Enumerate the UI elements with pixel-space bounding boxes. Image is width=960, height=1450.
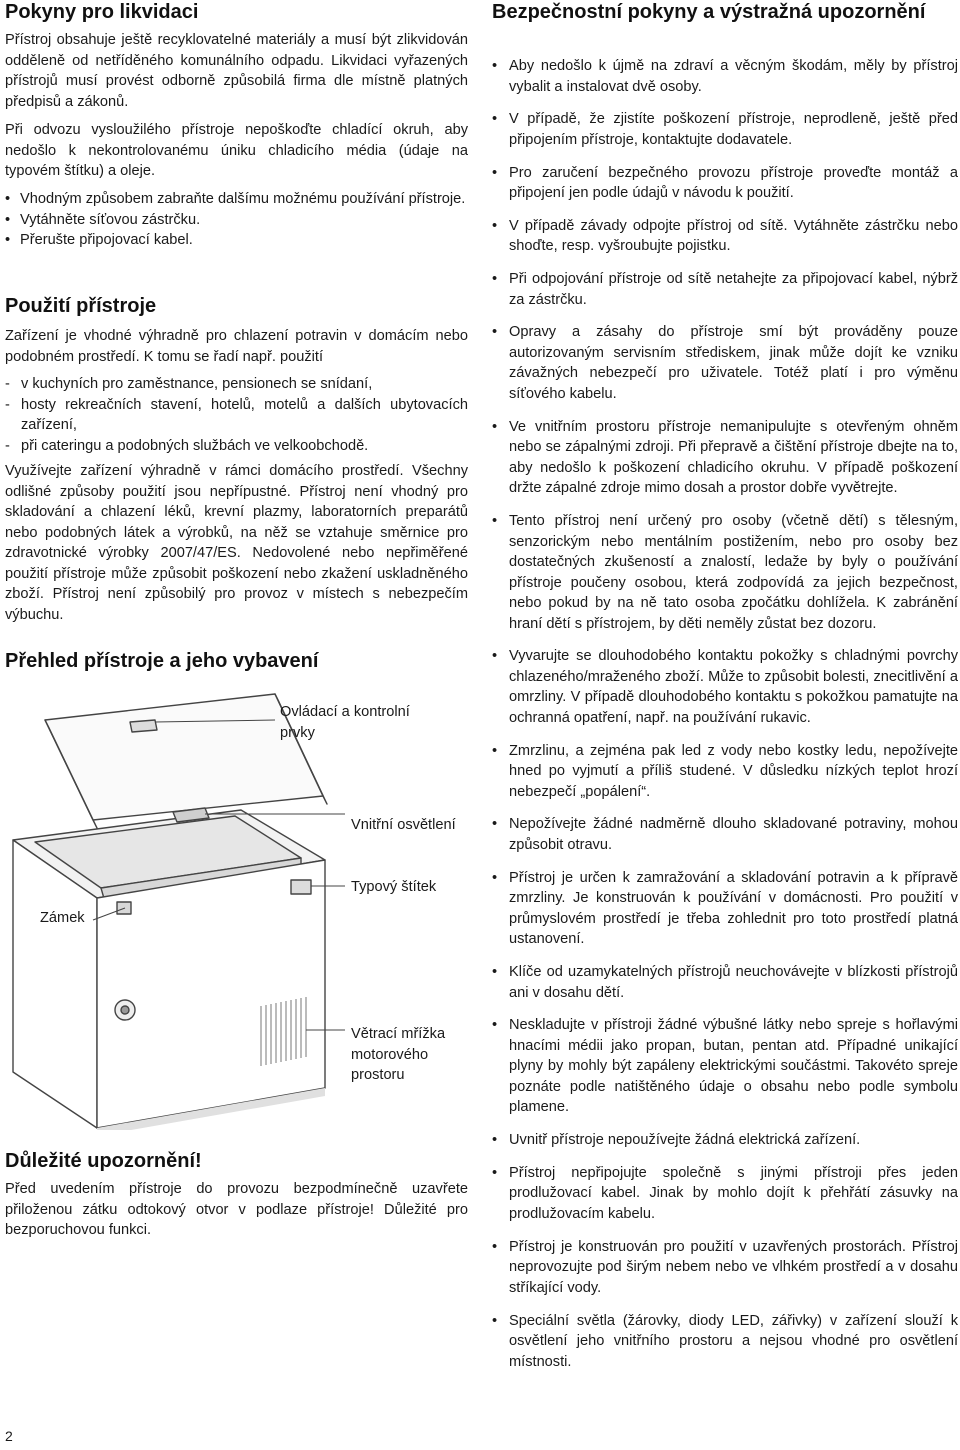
safety-item: • Přístroj je konstruován pro použití v uzavřených prostorách. Přístroj neprovozujte pod širým nebem nebo ve vlhkém prostředí a v dosahu stříkající vody. (492, 1237, 958, 1299)
disposal-title: Pokyny pro likvidaci (5, 1, 199, 23)
safety-item: • Přístroj je určen k zamražování a skladování potravin a k přípravě zmrzliny. Je konstruován k používání v domácnosti. Pro použití v průmyslovém prostředí je třeba zohlednit pro toto prostředí platná ustanovení. (492, 868, 958, 950)
safety-item: • Pro zaručení bezpečného provozu přístroje proveďte montáž a připojení jen podle údajů v návodu k použití. (492, 163, 958, 204)
disposal-paragraph-1: Přístroj obsahuje ještě recyklovatelné materiály a musí být zlikvidován odděleně od netříděného komunálního odpadu. Likvidaci vyřazených přístrojů musí provést odborně způsobilá firma dle místně platných předpisů a zákonů. (5, 32, 468, 110)
safety-item: • V případě, že zjistíte poškození přístroje, neprodleně, ještě před připojením přístroje, kontaktujte dodavatele. (492, 109, 958, 150)
controls-label: Ovládací a kontrolní prvky (280, 704, 410, 741)
lock-label: Zámek (40, 910, 85, 926)
important-title: Důležité upozornění! (5, 1150, 202, 1172)
usage-paragraph-1: Zařízení je vhodné výhradně pro chlazení potravin v domácím nebo podobném prostředí. K tomu se řadí např. použití (5, 328, 468, 365)
safety-item: • Aby nedošlo k újmě na zdraví a věcným škodám, měly by přístroj vybalit a instalovat dvě osoby. (492, 56, 958, 97)
safety-item: • Uvnitř přístroje nepoužívejte žádná elektrická zařízení. (492, 1130, 958, 1151)
safety-item: • Nepožívejte žádné nadměrně dlouho skladované potraviny, mohou způsobit otravu. (492, 814, 958, 855)
usage-place: - při cateringu a podobných službách ve velkoobchodě. (5, 436, 468, 457)
disposal-step: • Přerušte připojovací kabel. (5, 230, 468, 251)
disposal-paragraph-2: Při odvozu vysloužilého přístroje nepoškoďte chladící okruh, aby nedošlo k nekontrolovanému úniku chladicího média (údaje na typovém štítku) a oleje. (5, 122, 468, 179)
vent-grille-label: Větrací mřížka motorového prostoru (351, 1026, 446, 1083)
safety-item: • Zmrzlinu, a zejména pak led z vody nebo kostky ledu, nepožívejte hned po vyjmutí a příliš studené. V důsledku nízkých teplot hrozí nebezpečí „popálení“. (492, 741, 958, 803)
safety-item: • V případě závady odpojte přístroj od sítě. Vytáhněte zástrčku nebo shoďte, resp. vyšroubujte pojistku. (492, 216, 958, 257)
usage-paragraph-2: Využívejte zařízení výhradně v rámci domácího prostředí. Všechny odlišné způsoby použití jsou nepřípustné. Přístroj není vhodný pro skladování a chlazení léků, krevní plazmy, laboratorních preparátů nebo podobných látek a výrobků, na něž se vztahuje směrnice pro zdravotnické výrobky 2007/47/ES. Nedovolené nebo nepřiměřené použití přístroje může způsobit poškození nebo zkažení uskladněného zboží. Přístroj není způsobilý pro provoz v místech s nebezpečím výbuchu. (5, 463, 468, 623)
safety-title: Bezpečnostní pokyny a výstražná upozornění (492, 1, 926, 23)
safety-item: • Přístroj nepřipojujte společně s jinými přístroji přes jeden prodlužovací kabel. Jinak by mohlo dojít k přehřátí zásuvky na prodlužovacím kabelu. (492, 1163, 958, 1225)
safety-item: • Speciální světla (žárovky, diody LED, zářivky) v zařízení slouží k osvětlení jeho vnitřního prostoru a nejsou vhodné pro osvětlení místnosti. (492, 1311, 958, 1373)
safety-item: • Opravy a zásahy do přístroje smí být prováděny pouze autorizovaným servisním střediskem, jinak může dojít ke vzniku závažných nebezpečí pro uživatele. Totéž platí i pro výměnu síťového kabelu. (492, 322, 958, 404)
safety-item: • Klíče od uzamykatelných přístrojů neuchovávejte v blízkosti přístrojů ani v dosahu dětí. (492, 962, 958, 1003)
overview-title: Přehled přístroje a jeho vybavení (5, 650, 319, 672)
important-text: Před uvedením přístroje do provozu bezpodmínečně uzavřete přiloženou zátku odtokový otvor v podlaze přístroje! Důležité pro bezporuchovou funkci. (5, 1181, 468, 1238)
usage-places (5, 374, 468, 456)
safety-item: • Tento přístroj není určený pro osoby (včetně dětí) s tělesným, senzorickým nebo mentálním postižením, nebo pro osoby bez dostatečných zkušeností a znalostí, ledaže by byly o používání přístroje poučeny osobou, která zodpovídá za jejich bezpečnost, nebo pokud by na ně tato osoba zpočátku dohlížela. K zabránění hraní dětí s přístrojem, by děti neměly zůstat bez dozoru. (492, 511, 958, 634)
disposal-steps (5, 189, 468, 251)
safety-item: • Neskladujte v přístroji žádné výbušné látky nebo spreje s hořlavými hnacími médii jako propan, butan, pentan atd. Případné unikající plyny by mohly být zapáleny elektrickými součástmi. Takovéto spreje poznáte podle natištěného údaje o obsahu nebo podle symbolu plamene. (492, 1015, 958, 1118)
page-number: 2 (5, 1428, 13, 1444)
usage-place: - v kuchyních pro zaměstnance, pensionech se snídaní, (5, 374, 468, 395)
disposal-step: • Vhodným způsobem zabraňte dalšímu možnému používání přístroje. (5, 189, 468, 210)
disposal-step: • Vytáhněte síťovou zástrčku. (5, 210, 468, 231)
usage-place: - hosty rekreačních stavení, hotelů, motelů a dalších ubytovacích zařízení, (5, 395, 468, 436)
safety-item: • Vyvarujte se dlouhodobého kontaktu pokožky s chladnými povrchy chlazeného/mraženého zboží. Může to způsobit bolesti, znecitlivění a omrzliny. V případě dlouhodobého kontaktu s pokožkou pamatujte na ochranná opatření, např. na používání rukavic. (492, 646, 958, 728)
safety-item: • Při odpojování přístroje od sítě netahejte za připojovací kabel, nýbrž za zástrčku. (492, 269, 958, 310)
rating-plate-label: Typový štítek (351, 879, 437, 895)
safety-instructions (492, 56, 958, 1384)
usage-title: Použití přístroje (5, 295, 157, 317)
safety-item: • Ve vnitřním prostoru přístroje nemanipulujte s otevřeným ohněm nebo se zápalnými zdroji. Při přepravě a čištění přístroje dbejte na to, aby nedošlo k poškození chladicího okruhu. V případě poškození držte zápalné zdroje mimo dosah a prostor dobře vyvětrejte. (492, 417, 958, 499)
interior-light-label: Vnitřní osvětlení (351, 817, 456, 833)
